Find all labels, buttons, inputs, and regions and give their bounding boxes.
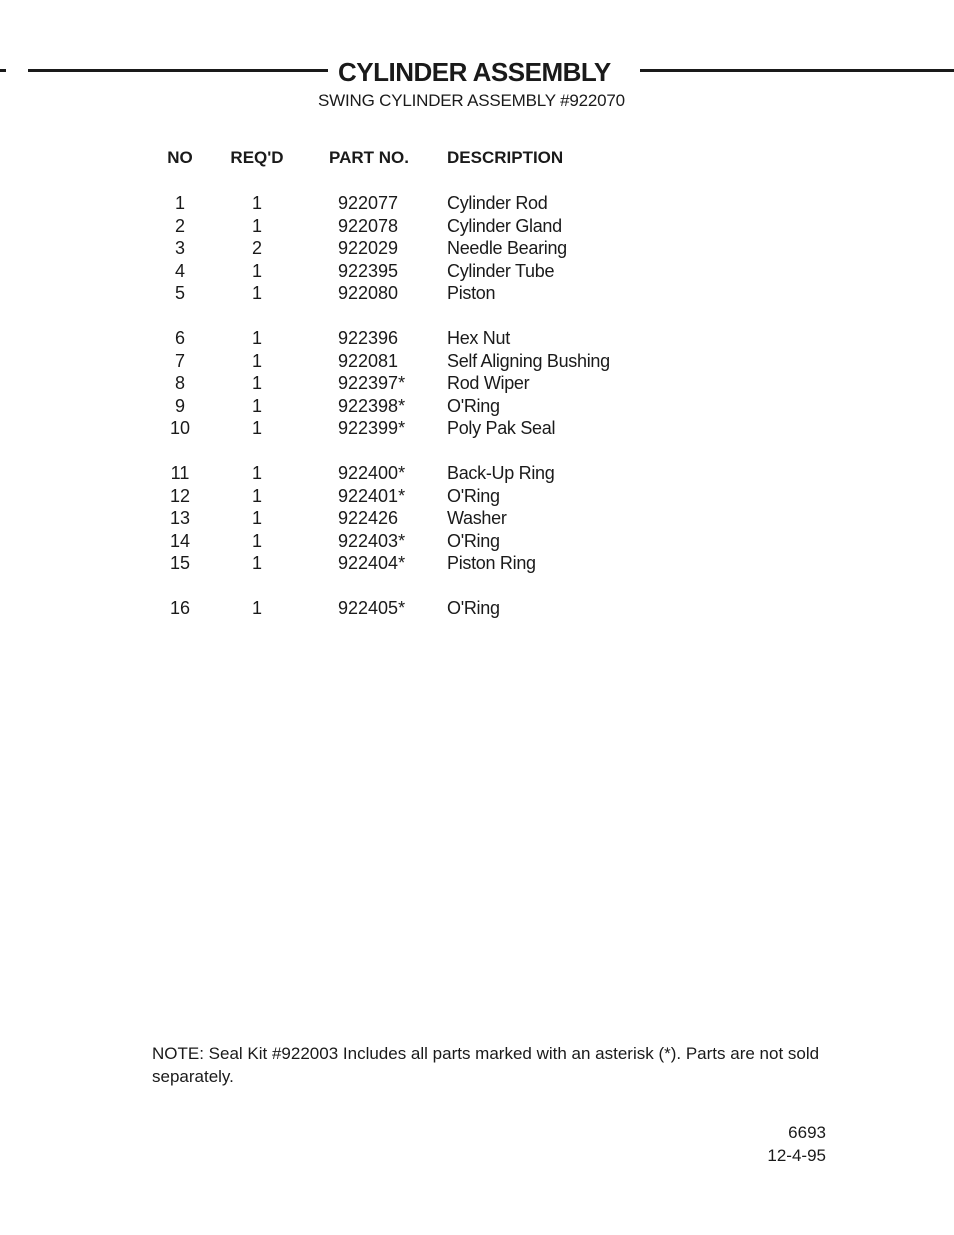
page-subtitle: SWING CYLINDER ASSEMBLY #922070: [318, 91, 625, 110]
part-number: 922080: [338, 283, 399, 303]
item-number: 1: [174, 193, 186, 213]
part-description: O'Ring: [447, 598, 500, 618]
part-number: 922405*: [338, 598, 406, 618]
table-row: [0, 552, 954, 574]
item-number: 6: [174, 328, 186, 348]
quantity-required: 1: [251, 418, 263, 438]
item-number: 16: [169, 598, 191, 618]
part-number: 922404*: [338, 553, 406, 573]
part-description: Piston Ring: [447, 553, 536, 573]
table-row: [0, 237, 954, 259]
column-header-reqd: REQ'D: [230, 148, 284, 167]
part-number: 922403*: [338, 530, 406, 551]
seal-kit-note: NOTE: Seal Kit #922003 Includes all parts marked with an asterisk (*). Parts are not sold separately.: [152, 1044, 820, 1086]
table-row: [0, 597, 954, 619]
item-number: 8: [174, 373, 186, 393]
item-number: 3: [174, 238, 186, 258]
quantity-required: 1: [251, 553, 263, 573]
table-row: [0, 462, 954, 484]
table-row: [0, 395, 954, 417]
table-row: [0, 530, 954, 552]
quantity-required: 1: [251, 215, 263, 236]
item-number: 14: [169, 530, 191, 551]
header-rule-right: [640, 69, 954, 72]
column-header-no: NO: [167, 148, 193, 167]
table-row: [0, 372, 954, 394]
part-number: 922081: [338, 350, 399, 371]
part-description: O'Ring: [447, 395, 500, 416]
item-number: 9: [174, 395, 186, 416]
quantity-required: 2: [251, 238, 263, 258]
part-number: 922396: [338, 328, 399, 348]
part-number: 922400*: [338, 463, 406, 483]
part-description: Piston: [447, 283, 496, 303]
part-description: Poly Pak Seal: [447, 418, 556, 438]
header-rule-tick: [0, 69, 6, 72]
column-header-description: DESCRIPTION: [447, 148, 564, 167]
quantity-required: 1: [251, 598, 263, 618]
table-row: [0, 485, 954, 507]
quantity-required: 1: [251, 530, 263, 551]
table-row: [0, 215, 954, 237]
part-description: O'Ring: [447, 485, 500, 506]
quantity-required: 1: [251, 373, 263, 393]
part-number: 922395: [338, 260, 399, 281]
part-description: O'Ring: [447, 530, 500, 551]
table-row: [0, 260, 954, 282]
quantity-required: 1: [251, 350, 263, 371]
item-number: 15: [169, 553, 191, 573]
part-description: Cylinder Rod: [447, 193, 548, 213]
part-number: 922077: [338, 193, 399, 213]
part-number: 922397*: [338, 373, 406, 393]
column-header-part-no: PART NO.: [329, 148, 409, 167]
document-date: 12-4-95: [767, 1146, 826, 1165]
part-description: Self Aligning Bushing: [447, 350, 610, 371]
table-row: [0, 417, 954, 439]
header-rule-left: [28, 69, 328, 72]
part-number: 922078: [338, 215, 399, 236]
table-row: [0, 282, 954, 304]
part-description: Back-Up Ring: [447, 463, 555, 483]
item-number: 12: [169, 485, 191, 506]
table-row: [0, 192, 954, 214]
item-number: 5: [174, 283, 186, 303]
part-number: 922399*: [338, 418, 406, 438]
quantity-required: 1: [251, 193, 263, 213]
quantity-required: 1: [251, 395, 263, 416]
part-description: Cylinder Tube: [447, 260, 555, 281]
part-description: Washer: [447, 508, 507, 528]
item-number: 7: [174, 350, 186, 371]
part-number: 922401*: [338, 485, 406, 506]
quantity-required: 1: [251, 260, 263, 281]
item-number: 4: [174, 260, 186, 281]
part-number: 922426: [338, 508, 399, 528]
item-number: 10: [169, 418, 191, 438]
part-description: Hex Nut: [447, 328, 510, 348]
quantity-required: 1: [251, 463, 263, 483]
part-description: Rod Wiper: [447, 373, 530, 393]
item-number: 13: [169, 508, 191, 528]
quantity-required: 1: [251, 283, 263, 303]
item-number: 2: [174, 215, 186, 236]
item-number: 11: [170, 463, 190, 483]
part-number: 922029: [338, 238, 399, 258]
table-row: [0, 507, 954, 529]
quantity-required: 1: [251, 328, 263, 348]
part-number: 922398*: [338, 395, 406, 416]
document-number: 6693: [788, 1123, 826, 1142]
table-row: [0, 350, 954, 372]
page-title: CYLINDER ASSEMBLY: [338, 57, 611, 87]
part-description: Needle Bearing: [447, 238, 567, 258]
table-row: [0, 327, 954, 349]
quantity-required: 1: [251, 485, 263, 506]
quantity-required: 1: [251, 508, 263, 528]
part-description: Cylinder Gland: [447, 215, 562, 236]
